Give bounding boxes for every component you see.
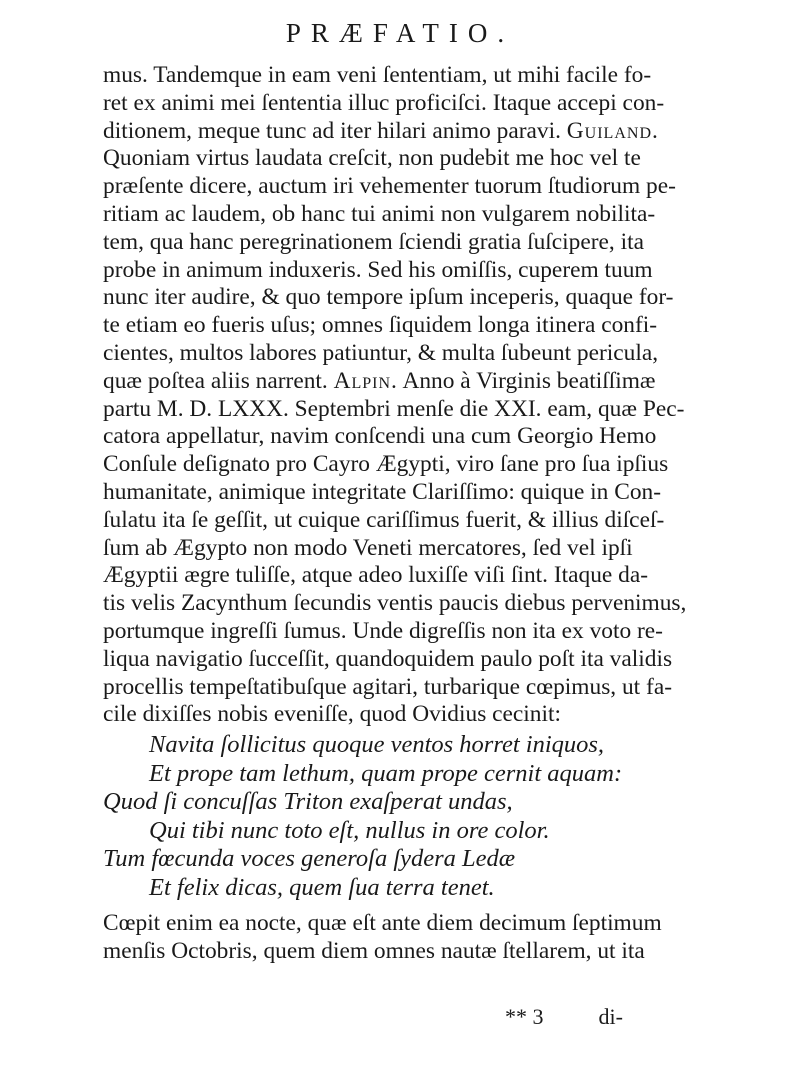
signature-mark: ** 3	[505, 1004, 544, 1029]
page-header: PRÆFATIO.	[285, 18, 515, 48]
text-line: præſente dicere, auctum iri vehementer tuorum ſtudiorum pe-	[103, 173, 676, 200]
text-line: Cœpit enim ea nocte, quæ eſt ante diem decimum ſeptimum	[103, 910, 662, 937]
text-line: te etiam eo fueris uſus; omnes ſiquidem longa itinera confi-	[103, 312, 658, 339]
text-line: ret ex animi mei ſententia illuc proficiſci. Itaque accepi con-	[103, 89, 665, 116]
verse-line: Et prope tam lethum, quam prope cernit aquam:	[149, 759, 623, 787]
verse-line: Quod ſi concuſſas Triton exaſperat undas,	[103, 788, 513, 816]
body-text	[103, 62, 793, 966]
speaker-alpin: Alpin.	[333, 367, 398, 394]
verse-line: Et felix dicas, quem ſua terra tenet.	[149, 873, 495, 901]
catchline	[505, 1004, 705, 1030]
text-line: ritiam ac laudem, ob hanc tui animi non vulgarem nobilita-	[103, 200, 656, 227]
text-line: cientes, multos labores patiuntur, & multa ſubeunt pericula,	[103, 339, 659, 366]
text-line: catora appellatur, navim conſcendi una cum Georgio Hemo	[103, 423, 657, 450]
text-line-part: quæ poſtea aliis narrent.	[103, 367, 334, 394]
text-line: humanitate, animique integritate Clariſſimo: quique in Con-	[103, 478, 662, 505]
text-line	[103, 368, 793, 396]
text-line	[103, 118, 793, 146]
text-line: Conſule deſignato pro Cayro Ægypti, viro ſane pro ſua ipſius	[103, 451, 669, 478]
text-line: ſum ab Ægypto non modo Veneti mercatores, ſed vel ipſi	[103, 534, 633, 561]
text-line: liqua navigatio ſucceſſit, quandoquidem paulo poſt ita validis	[103, 645, 673, 672]
verse-line: Tum fœcunda voces generoſa ſydera Ledæ	[103, 845, 516, 873]
text-line-part: Anno à Virginis beatiſſimæ	[397, 367, 656, 394]
text-line: nunc iter audire, & quo tempore ipſum inceperis, quaque for-	[103, 284, 674, 311]
text-line: menſis Octobris, quem diem omnes nautæ ſtellarem, ut ita	[103, 937, 645, 964]
text-line: partu M. D. LXXX. Septembri menſe die XXI. eam, quæ Pec-	[103, 395, 685, 422]
text-line: tem, qua hanc peregrinationem ſciendi gratia ſuſcipere, ita	[103, 228, 644, 255]
verse-line: Qui tibi nunc toto eſt, nullus in ore color.	[149, 816, 550, 844]
text-line: mus. Tandemque in eam veni ſententiam, ut mihi facile fo-	[103, 62, 652, 88]
text-line: tis velis Zacynthum ſecundis ventis paucis diebus pervenimus,	[103, 590, 687, 617]
text-line: cile dixiſſes nobis eveniſſe, quod Ovidius cecinit:	[103, 701, 561, 728]
ovid-quotation	[103, 731, 793, 902]
text-line: portumque ingreſſi ſumus. Unde digreſſis non ita ex voto re-	[103, 617, 663, 644]
text-line: Ægyptii ægre tuliſſe, atque adeo luxiſſe viſi ſint. Itaque da-	[103, 562, 649, 589]
catchword: di-	[598, 1004, 623, 1029]
text-line: ſulatu ita ſe geſſit, ut cuique cariſſimus fuerit, & illius diſceſ-	[103, 506, 665, 533]
verse-line: Navita ſollicitus quoque ventos horret iniquos,	[149, 731, 605, 759]
catchline-gap	[544, 1004, 599, 1029]
text-line: probe in animum induxeris. Sed his omiſſis, cuperem tuum	[103, 256, 653, 283]
speaker-guiland: Guiland.	[566, 117, 659, 144]
text-line-part: ditionem, meque tunc ad iter hilari animo paravi.	[103, 117, 567, 144]
text-line: procellis tempeſtatibuſque agitari, turbarique cœpimus, ut fa-	[103, 673, 672, 700]
text-line: Quoniam virtus laudata creſcit, non pudebit me hoc vel te	[103, 145, 641, 172]
